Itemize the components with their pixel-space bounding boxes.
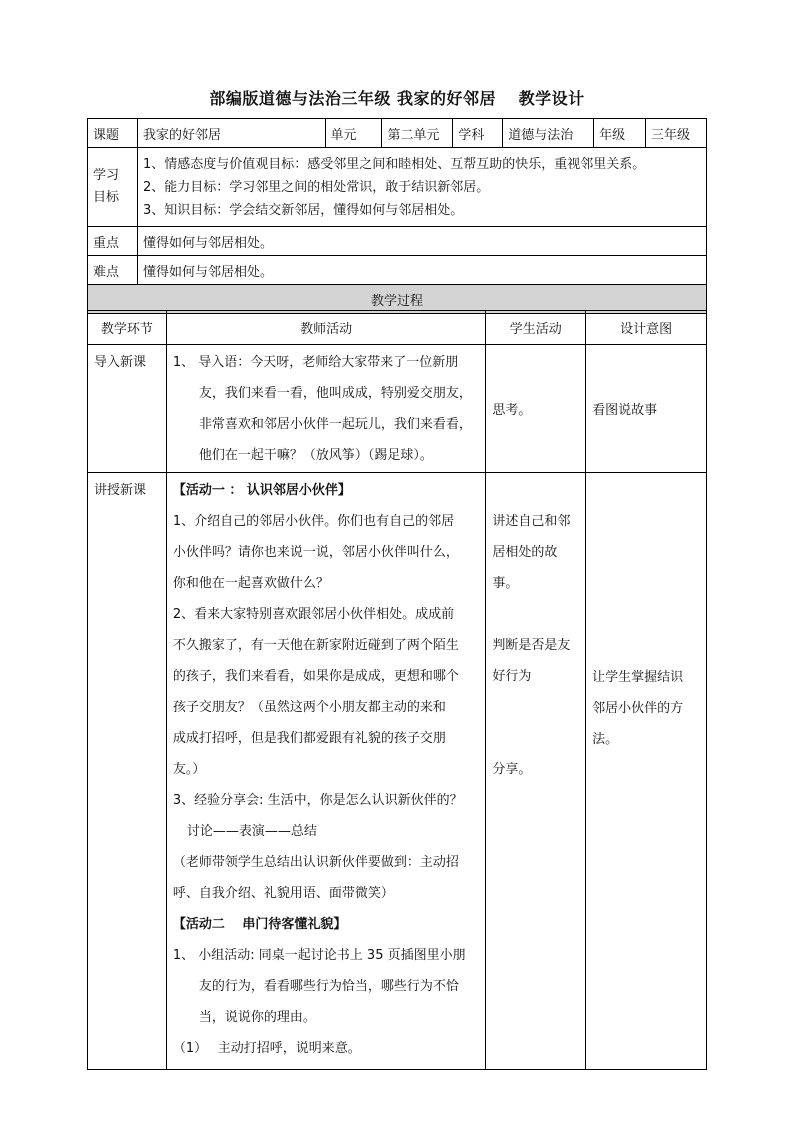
flow-text: 讨论——表演——总结 [186,824,317,839]
new-lesson-intent: 让学生掌握结识 邻居小伙伴的方 法。 [586,473,707,1070]
col-stage-header: 教学环节 [88,311,167,345]
grade-label: 年级 [594,119,646,148]
objective-item: 2、能力目标：学习邻里之间的相处常识，敢于结识新邻居。 [142,179,490,195]
intro-intent: 看图说故事 [586,345,707,473]
document-title: 部编版道德与法治三年级 我家的好邻居 教学设计 [209,89,585,108]
unit-label: 单元 [325,119,382,148]
process-header: 教学过程 [88,285,707,314]
objectives-content [137,148,706,227]
info-table [87,118,707,314]
topic-value: 我家的好邻居 [137,119,325,148]
subject-value: 道德与法治 [503,119,594,148]
header-row [88,119,707,148]
subject-label: 学科 [453,119,503,148]
new-lesson-student: 讲述自己和邻 居相处的故事。 判断是否是友 好行为 分享。 [486,473,586,1070]
objective-item: 3、知识目标：学会结交新邻居，懂得如何与邻居相处。 [142,202,464,218]
difficulty-value: 懂得如何与邻居相处。 [137,256,706,285]
key-point-value: 懂得如何与邻居相处。 [137,227,706,256]
topic-label: 课题 [88,119,138,148]
col-student-header: 学生活动 [486,311,586,345]
col-intent-header: 设计意图 [586,311,707,345]
key-point-row [88,227,707,256]
intro-row [88,345,707,473]
process-table [87,310,707,1070]
new-lesson-stage: 讲授新课 [88,473,167,1070]
intro-teacher: 1、 导入语：今天呀，老师给大家带来了一位新朋 友，我们来看一看，他叫成成，特别爱交朋友， 非常喜欢和邻居小伙伴一起玩儿，我们来看看， 他们在一起干嘛？（放风筝）（踢足球）。 [166,345,485,473]
objectives-row [88,148,707,227]
difficulty-row [88,256,707,285]
key-point-label: 重点 [88,227,138,256]
difficulty-label: 难点 [88,256,138,285]
intro-student: 思考。 [486,345,586,473]
intro-stage: 导入新课 [88,345,167,473]
column-header-row [88,311,707,345]
objectives-label: 学习 目标 [88,148,138,227]
grade-value: 三年级 [646,119,707,148]
unit-value: 第二单元 [382,119,453,148]
activity1-title: 【活动一 ： 认识邻居小伙伴】 [172,483,351,498]
new-lesson-teacher: 【活动一 ： 认识邻居小伙伴】 1、介绍自己的邻居小伙伴。你们也有自己的邻居 小伙伴吗？请你也来说一说，邻居小伙伴叫什么， 你和他在一起喜欢做什么？ 2、看来大家特别喜欢跟邻居小伙伴相处。成成前 不久搬家了，有一天他在新家附近碰到了两个陌生 的孩子，我们来看看，如果你是成成，更想和哪个 孩子交朋友？（虽然这两个小朋友都主动的来和 成成打招呼，但是我们都爱跟有礼貌的孩子交朋 友。） 3、经验分享会: 生活中，你是怎么认识新伙伴的？ 讨论——表演——总结 （老师带领学生总结出认识新伙伴要做到：主动招 呼、自我介绍、礼貌用语、面带微笑） 【活动二 串门待客懂礼貌】 1、 小组活动: 同桌一起讨论书上 35 页插图里小朋 友的行为，看看哪些行为恰当，哪些行为不恰 当，说说你的理由。 （1） 主动打招呼，说明来意。 [166,473,485,1070]
col-teacher-header: 教师活动 [166,311,485,345]
objective-item: 1、情感态度与价值观目标：感受邻里之间和睦相处、互帮互助的快乐，重视邻里关系。 [142,156,646,172]
new-lesson-row [88,473,707,1070]
activity2-title: 【活动二 串门待客懂礼貌】 [172,917,347,932]
